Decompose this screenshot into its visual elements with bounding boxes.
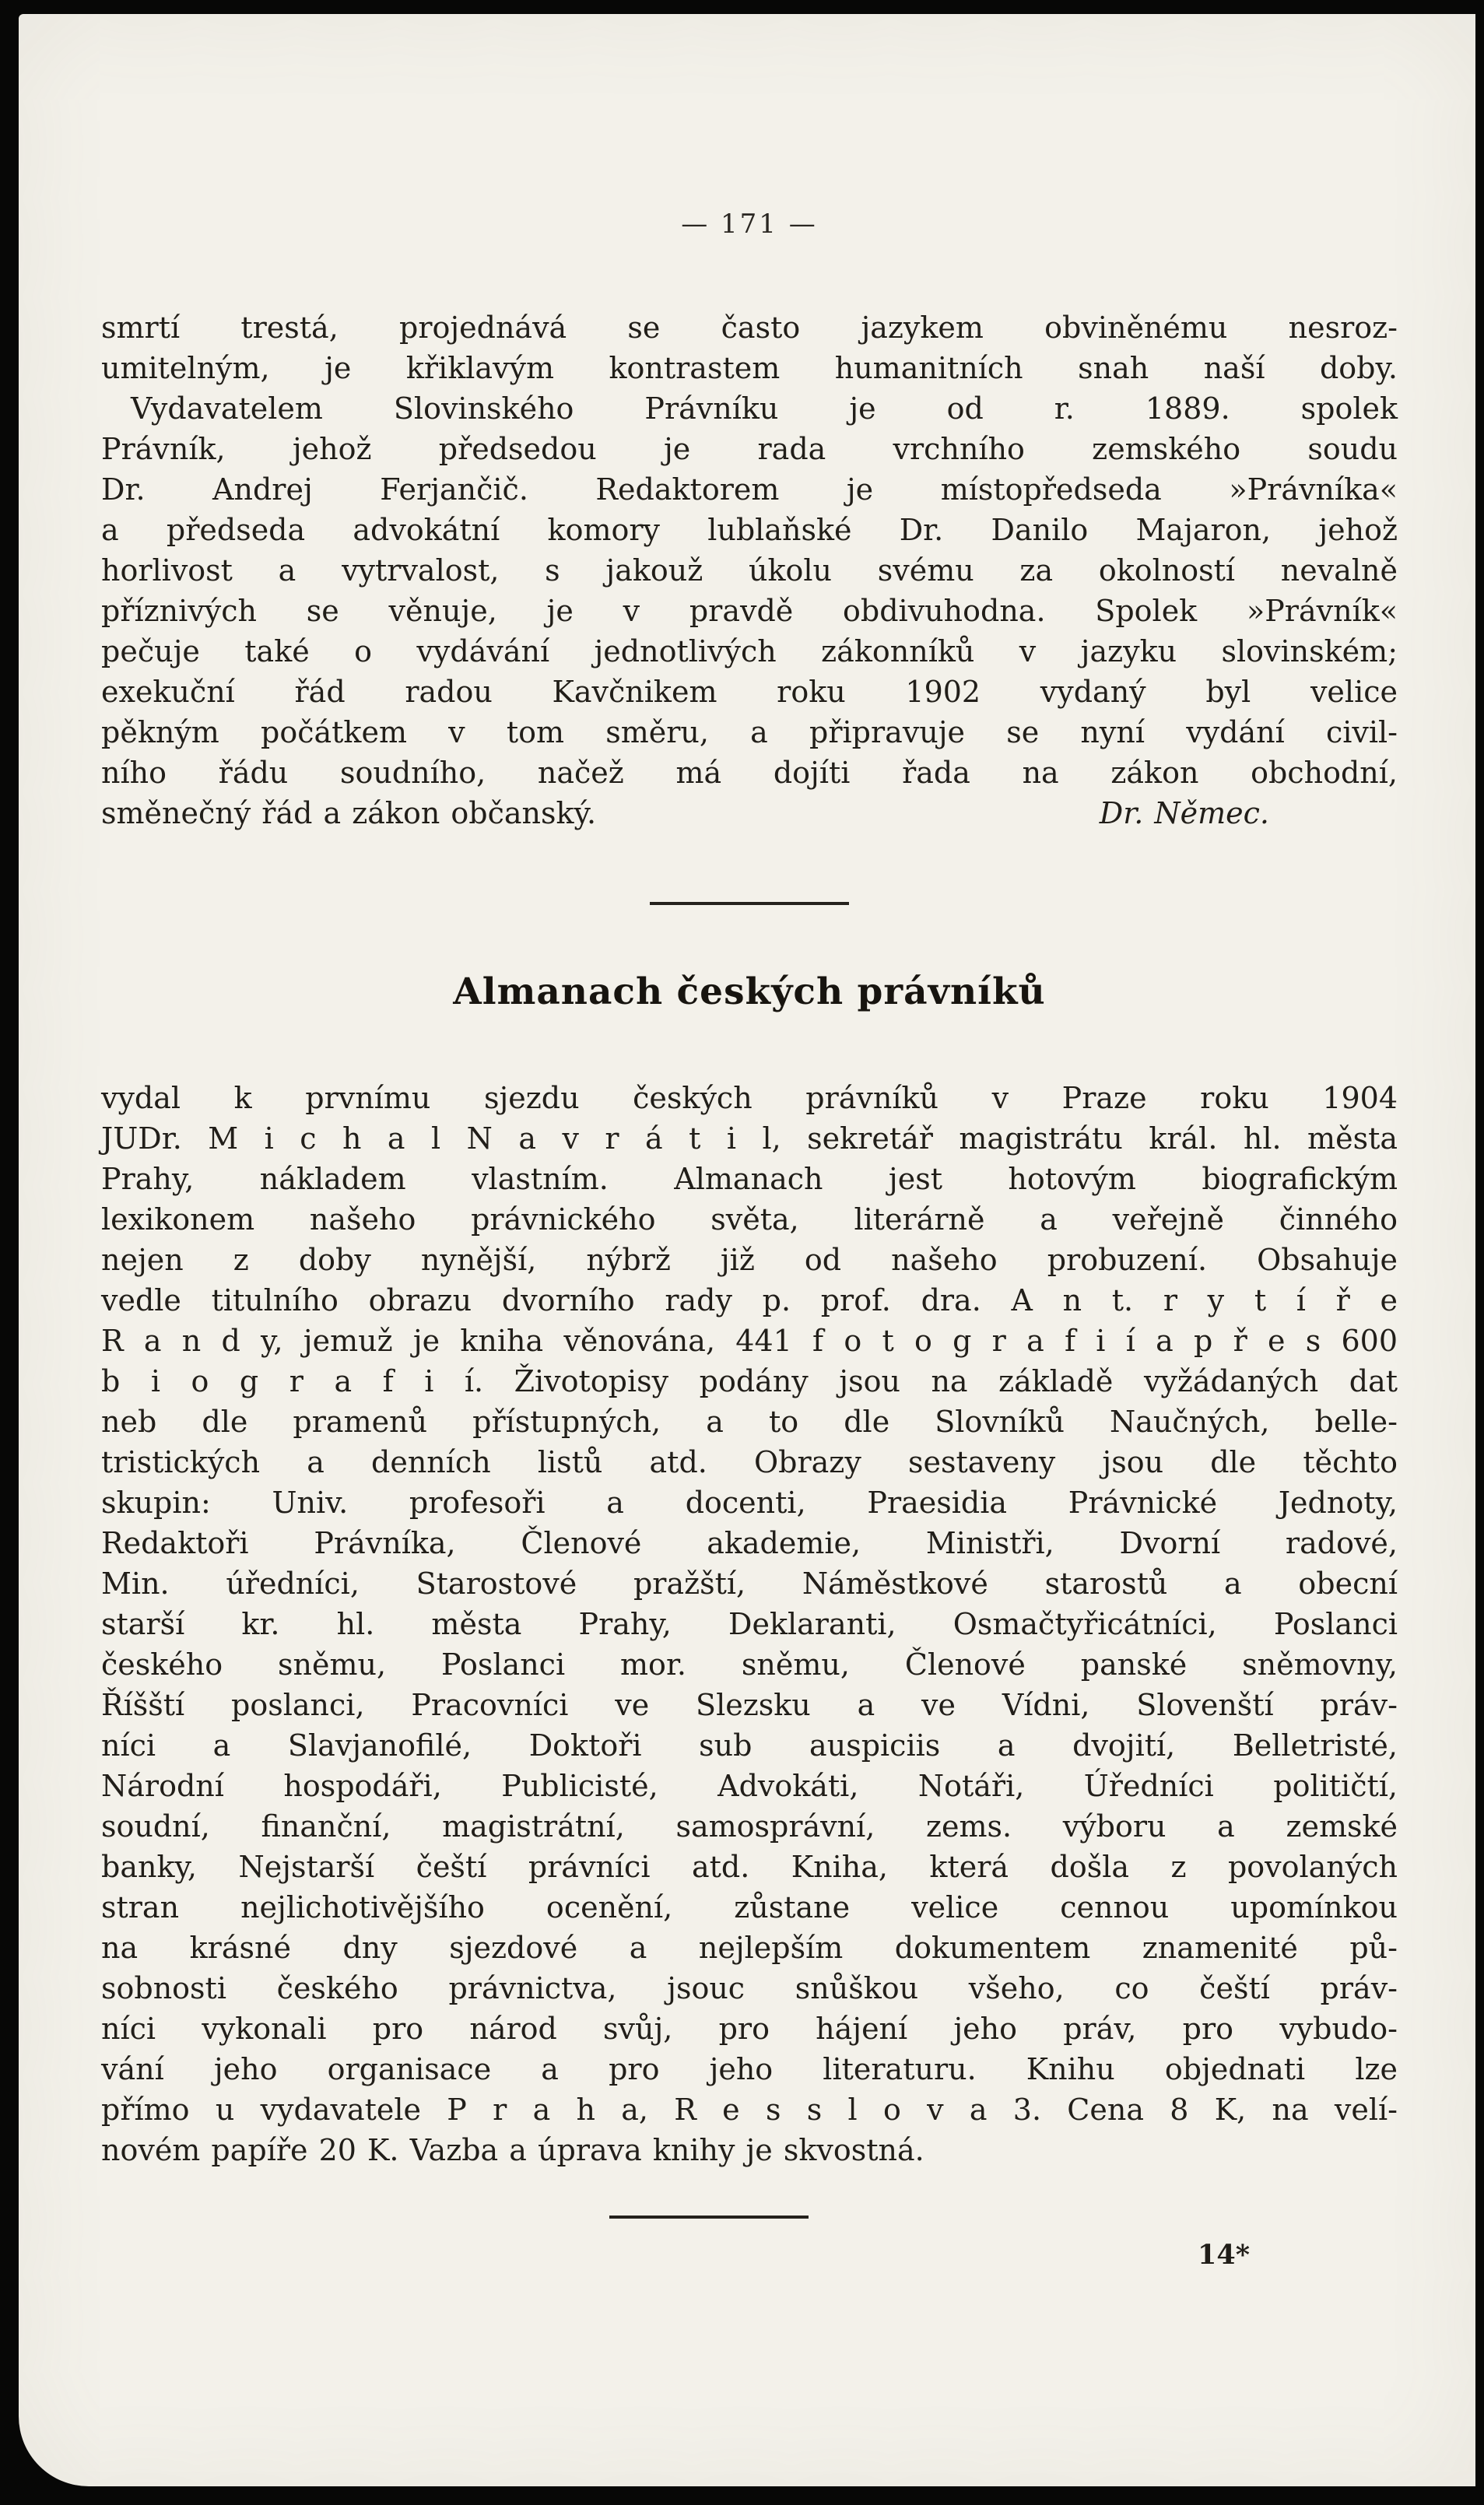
paragraph-pravnik bbox=[101, 307, 1398, 833]
book-page bbox=[19, 14, 1475, 2486]
text-line: pěkným počátkem v tom směru, a připravuje se nyní vydání civil- bbox=[101, 715, 1398, 749]
text-line: umitelným, je křiklavým kontrastem humanitních snah naší doby. bbox=[101, 351, 1398, 385]
text-line: Národní hospodáři, Publicisté, Advokáti, Notáři, Úředníci političtí, bbox=[101, 1769, 1398, 1803]
text-line: příznivých se věnuje, je v pravdě obdivuhodna. Spolek »Právník« bbox=[101, 594, 1398, 628]
text-line: na krásné dny sjezdové a nejlepším dokumentem znamenité pů- bbox=[101, 1931, 1398, 1965]
section-divider bbox=[650, 902, 849, 905]
text-line: R a n d y, jemuž je kniha věnována, 441 f o t o g r a f i í a p ř e s 600 bbox=[101, 1324, 1398, 1358]
text-line: lexikonem našeho právnického světa, literárně a veřejně činného bbox=[101, 1202, 1398, 1237]
text-line: smrtí trestá, projednává se často jazykem obviněnému nesroz- bbox=[101, 310, 1398, 345]
paragraph-last-line-row bbox=[101, 793, 1398, 833]
text-line: skupin: Univ. profesoři a docenti, Praesidia Právnické Jednoty, bbox=[101, 1486, 1398, 1520]
author-signature: Dr. Němec. bbox=[1099, 796, 1269, 830]
text-line: banky, Nejstarší čeští právníci atd. Kniha, která došla z povolaných bbox=[101, 1850, 1398, 1884]
text-line: stran nejlichotivějšího ocenění, zůstane velice cennou upomínkou bbox=[101, 1890, 1398, 1924]
text-line: Min. úředníci, Starostové pražští, Náměstkové starostů a obecní bbox=[101, 1567, 1398, 1601]
paragraph-lines bbox=[101, 307, 1398, 793]
sheet-signature-mark: 14* bbox=[1197, 2239, 1250, 2271]
paragraph-lines bbox=[101, 1078, 1398, 2130]
paragraph-almanach bbox=[101, 1078, 1398, 2170]
section-heading: Almanach českých právníků bbox=[453, 970, 1046, 1013]
text-line: vedle titulního obrazu dvorního rady p. prof. dra. A n t. r y t í ř e bbox=[101, 1283, 1398, 1317]
text-line: Prahy, nákladem vlastním. Almanach jest hotovým biografickým bbox=[101, 1162, 1398, 1196]
text-line: a předseda advokátní komory lublaňské Dr. Danilo Majaron, jehož bbox=[101, 513, 1398, 547]
text-line: sobnosti českého právnictva, jsouc snůškou všeho, co čeští práv- bbox=[101, 1971, 1398, 2005]
text-line: Právník, jehož předsedou je rada vrchního zemského soudu bbox=[101, 432, 1398, 466]
page-number: — 171 — bbox=[681, 209, 818, 240]
text-line: JUDr. M i c h a l N a v r á t i l, sekretář magistrátu král. hl. města bbox=[101, 1121, 1398, 1156]
text-line: ního řádu soudního, načež má dojíti řada na zákon obchodní, bbox=[101, 756, 1398, 790]
text-line: b i o g r a f i í. Životopisy podány jsou na základě vyžádaných dat bbox=[101, 1364, 1398, 1398]
text-line: níci vykonali pro národ svůj, pro hájení jeho práv, pro vybudo- bbox=[101, 2012, 1398, 2046]
text-line: Dr. Andrej Ferjančič. Redaktorem je místopředseda »Právníka« bbox=[101, 472, 1398, 507]
section-divider bbox=[609, 2216, 809, 2219]
paragraph-last-line: směnečný řád a zákon občanský. bbox=[101, 796, 597, 830]
text-column bbox=[19, 209, 1475, 2271]
paragraph-last-line: novém papíře 20 K. Vazba a úprava knihy je skvostná. bbox=[101, 2133, 924, 2167]
text-line: soudní, finanční, magistrátní, samosprávní, zems. výboru a zemské bbox=[101, 1809, 1398, 1844]
text-line: Vydavatelem Slovinského Právníku je od r. 1889. spolek bbox=[101, 391, 1398, 426]
text-line: vydal k prvnímu sjezdu českých právníků v Praze roku 1904 bbox=[101, 1081, 1398, 1115]
text-line: přímo u vydavatele P r a h a, R e s s l o v a 3. Cena 8 K, na velí- bbox=[101, 2093, 1398, 2127]
text-line: vání jeho organisace a pro jeho literaturu. Knihu objednati lze bbox=[101, 2052, 1398, 2086]
text-line: nejen z doby nynější, nýbrž již od našeho probuzení. Obsahuje bbox=[101, 1243, 1398, 1277]
text-line: českého sněmu, Poslanci mor. sněmu, Členové panské sněmovny, bbox=[101, 1647, 1398, 1682]
text-line: exekuční řád radou Kavčnikem roku 1902 vydaný byl velice bbox=[101, 675, 1398, 709]
text-line: níci a Slavjanofilé, Doktoři sub auspiciis a dvojití, Belletristé, bbox=[101, 1728, 1398, 1763]
text-line: Říšští poslanci, Pracovníci ve Slezsku a ve Vídni, Slovenští práv- bbox=[101, 1688, 1398, 1722]
text-line: horlivost a vytrvalost, s jakouž úkolu svému za okolností nevalně bbox=[101, 553, 1398, 588]
text-line: tristických a denních listů atd. Obrazy sestaveny jsou dle těchto bbox=[101, 1445, 1398, 1479]
text-line: Redaktoři Právníka, Členové akademie, Ministři, Dvorní radové, bbox=[101, 1526, 1398, 1560]
text-line: starší kr. hl. města Prahy, Deklaranti, Osmačtyřicátníci, Poslanci bbox=[101, 1607, 1398, 1641]
text-line: pečuje také o vydávání jednotlivých zákonníků v jazyku slovinském; bbox=[101, 634, 1398, 668]
text-line: neb dle pramenů přístupných, a to dle Slovníků Naučných, belle- bbox=[101, 1405, 1398, 1439]
